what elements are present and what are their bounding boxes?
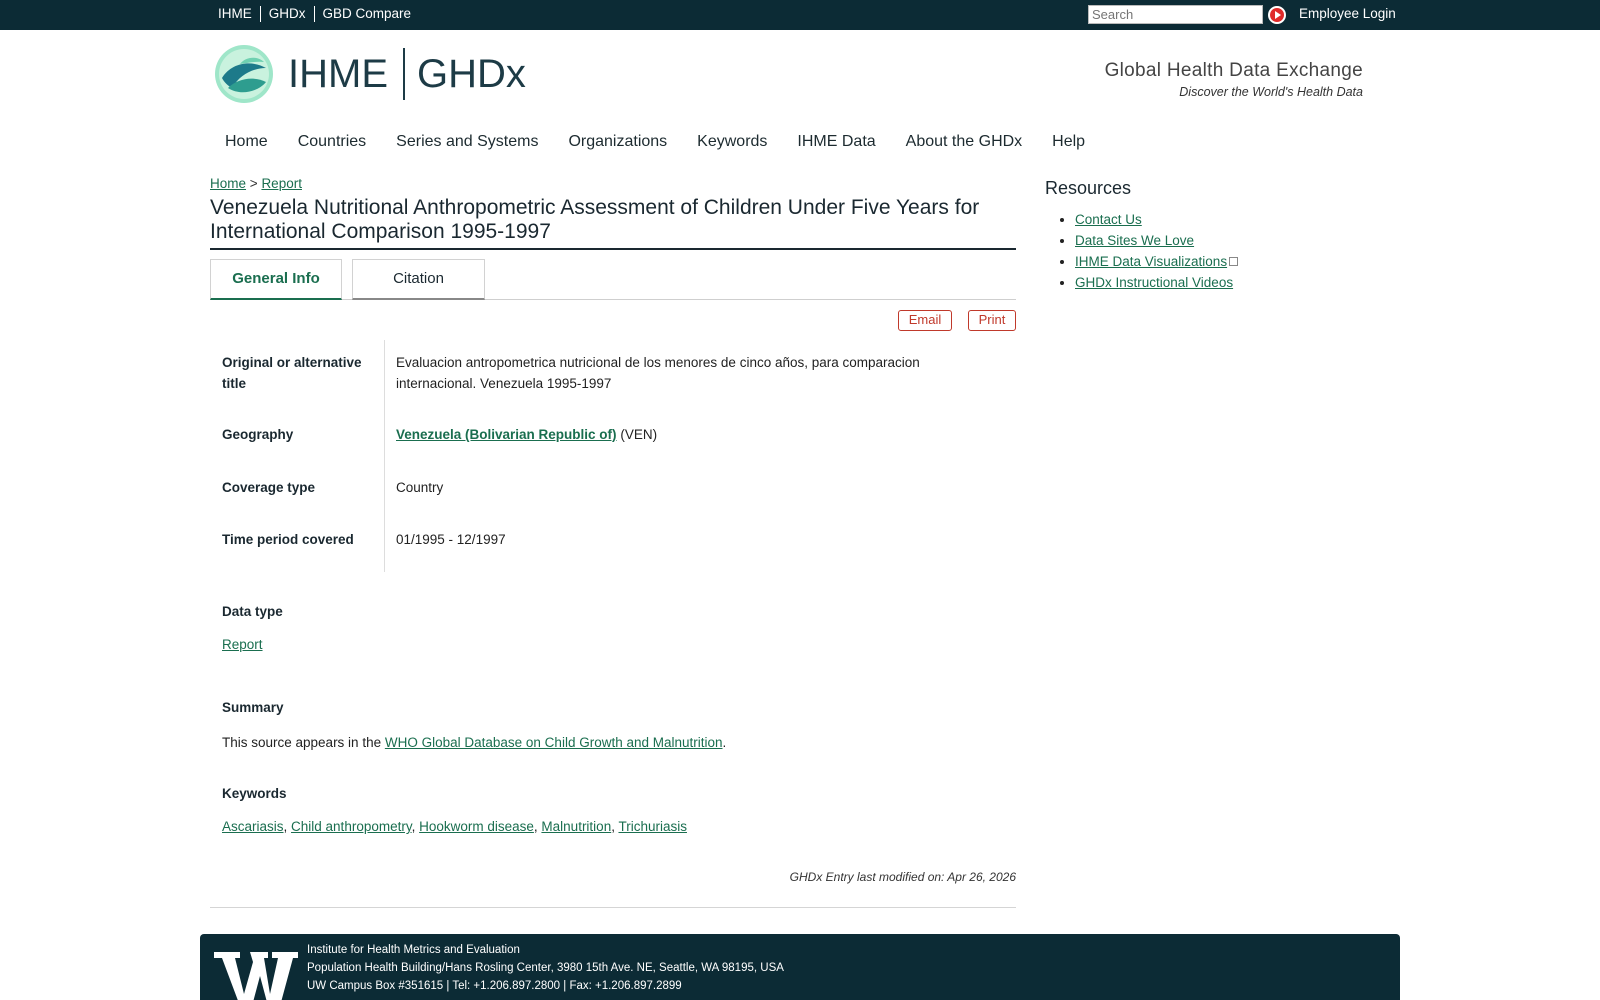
external-link-icon [1229,257,1238,266]
topnav-ghdx-link[interactable]: GHDx [261,6,315,22]
geography-code: (VEN) [620,427,658,442]
footer-address: Population Health Building/Hans Rosling Center, 3980 15th Ave. NE, Seattle, WA 98195, USA [307,962,784,974]
data-type-body [222,637,263,652]
original-title-label: Original or alternative title [222,355,362,391]
search-input[interactable] [1088,5,1263,24]
nav-ihme-data[interactable]: IHME Data [797,133,876,150]
keyword-link[interactable]: Ascariasis [222,819,284,834]
site-subtagline: Discover the World's Health Data [1179,85,1363,99]
content-bottom-divider [210,907,1016,908]
keywords-list: Ascariasis, Child anthropometry, Hookworm disease, Malnutrition, Trichuriasis [222,819,687,834]
tab-bar [210,259,1016,300]
geography-label: Geography [222,427,294,442]
nav-keywords[interactable]: Keywords [697,133,768,150]
summary-body [222,735,726,750]
footer-phone: UW Campus Box #351615 | Tel: +1.206.897.2800 | Fax: +1.206.897.2899 [307,980,682,992]
breadcrumb-home-link[interactable]: Home [210,176,247,191]
nav-countries[interactable]: Countries [297,133,367,150]
page-title: Venezuela Nutritional Anthropometric Assessment of Children Under Five Years for International Comparison 1995-1997 [210,196,1016,250]
resource-item [1075,275,1238,291]
ihme-logo-icon[interactable] [214,44,274,104]
time-period-label: Time period covered [222,532,354,547]
keyword-link[interactable]: Trichuriasis [618,819,687,834]
nav-home[interactable]: Home [225,133,268,150]
main-nav [210,133,1100,151]
footer-org-name: Institute for Health Metrics and Evaluation [307,944,520,956]
original-title-value: Evaluacion antropometrica nutricional de los menores de cinco años, para comparacion internacional. Venezuela 1995-1997 [396,355,920,391]
top-nav [210,6,419,22]
topnav-gbd-compare-link[interactable]: GBD Compare [322,6,412,21]
summary-suffix: . [722,735,727,750]
brand-ghdx[interactable]: GHDx [417,52,526,96]
data-type-link[interactable]: Report [222,637,263,652]
nav-about-the-ghdx[interactable]: About the GHDx [905,133,1023,150]
last-modified-note: GHDx Entry last modified on: Apr 26, 2026 [789,870,1016,884]
tab-citation[interactable]: Citation [352,259,485,300]
breadcrumb [210,176,302,191]
summary-heading: Summary [222,700,284,715]
geography-link[interactable]: Venezuela (Bolivarian Republic of) [396,427,617,442]
coverage-type-value: Country [396,480,444,495]
data-type-heading: Data type [222,604,283,619]
print-button[interactable]: Print [968,310,1016,331]
tab-general-info[interactable]: General Info [210,259,342,300]
time-period-value: 01/1995 - 12/1997 [396,532,506,547]
coverage-type-label: Coverage type [222,480,316,495]
data-sites-link[interactable]: Data Sites We Love [1075,233,1195,248]
resource-item [1075,233,1238,249]
brand-divider [403,48,405,100]
ihme-visualizations-link[interactable]: IHME Data Visualizations [1075,254,1228,269]
info-table-divider [384,340,385,572]
top-bar [0,0,1600,30]
footer-contact [307,941,784,995]
footer [200,934,1400,1000]
instructional-videos-link[interactable]: GHDx Instructional Videos [1075,275,1234,290]
email-button[interactable]: Email [898,310,952,331]
employee-login-link[interactable]: Employee Login [1299,6,1396,21]
nav-help[interactable]: Help [1052,133,1086,150]
geography-value [396,424,996,445]
summary-database-link[interactable]: WHO Global Database on Child Growth and Malnutrition [384,735,723,750]
keywords-heading: Keywords [222,786,287,801]
breadcrumb-report-link[interactable]: Report [261,176,302,191]
keyword-link[interactable]: Malnutrition [541,819,612,834]
nav-organizations[interactable]: Organizations [568,133,668,150]
nav-series-and-systems[interactable]: Series and Systems [396,133,539,150]
topnav-ihme-link[interactable]: IHME [210,6,261,22]
keyword-link[interactable]: Child anthropometry [291,819,412,834]
breadcrumb-separator: > [249,176,258,191]
resources-heading: Resources [1045,178,1132,198]
uw-w-logo-icon[interactable] [214,948,298,1000]
contact-us-link[interactable]: Contact Us [1075,212,1142,227]
resource-item [1075,254,1238,270]
summary-prefix: This source appears in the [222,735,382,750]
resource-item [1075,212,1238,228]
brand-ihme[interactable]: IHME [288,52,388,96]
site-tagline: Global Health Data Exchange [1104,60,1363,81]
search-submit-icon[interactable] [1268,6,1286,24]
keyword-link[interactable]: Hookworm disease [419,819,534,834]
resources-list [1075,212,1238,296]
